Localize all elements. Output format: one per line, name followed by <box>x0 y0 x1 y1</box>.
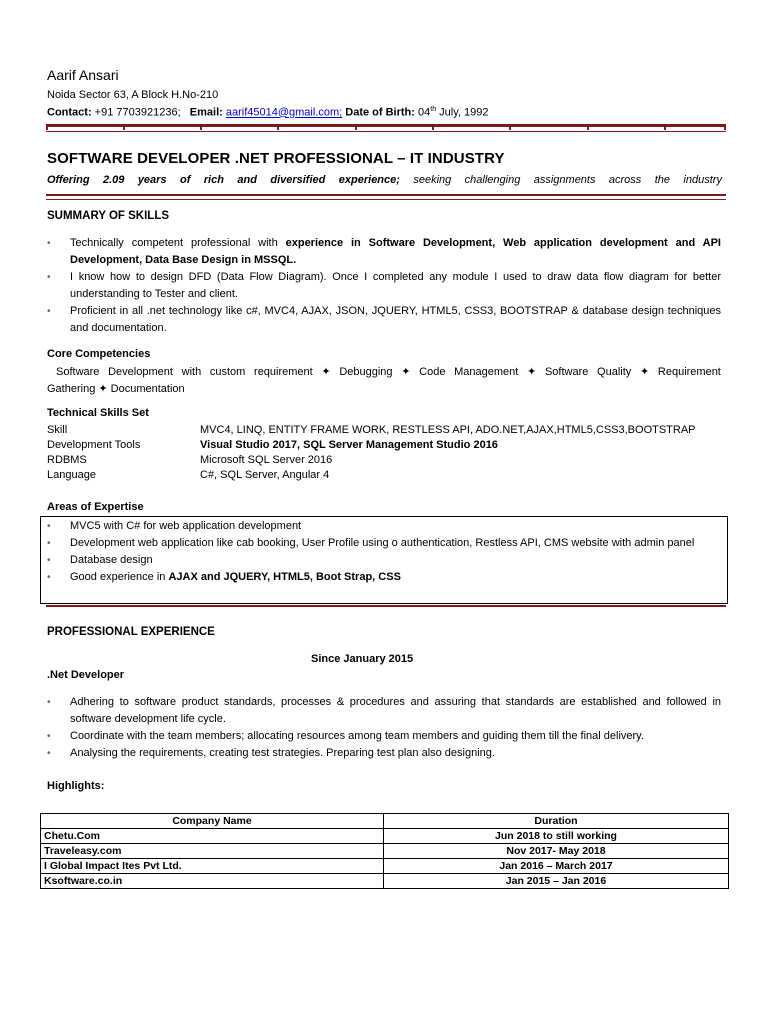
duration-cell: Jan 2015 – Jan 2016 <box>384 874 729 889</box>
table-row <box>41 874 729 889</box>
table-row <box>41 859 729 874</box>
skill-value: MVC4, LINQ, ENTITY FRAME WORK, RESTLESS API, ADO.NET,AJAX,HTML5,CSS3,BOOTSTRAP <box>200 424 696 436</box>
tagline-word: the <box>654 174 671 186</box>
areas-rule <box>46 605 726 607</box>
contact-line <box>47 106 489 119</box>
list-item: • Analysing the requirements, creating test strategies. Preparing test plan also designing. <box>47 745 721 762</box>
tagline-rule <box>46 194 726 196</box>
item-bold-text: experience in Software Development, Web application development and API Development, Data Base Design in MSSQL. <box>70 237 721 266</box>
tagline-word: of <box>179 174 191 186</box>
duration-cell: Jan 2016 – March 2017 <box>384 859 729 874</box>
page-title: SOFTWARE DEVELOPER .NET PROFESSIONAL – IT INDUSTRY <box>47 150 505 167</box>
dob-day: 04 <box>418 106 431 119</box>
core-word: Requirement <box>657 366 721 378</box>
item-text: Development web application like cab booking, User Profile using o authentication, Restless API, CMS website with admin panel <box>70 537 695 549</box>
list-item <box>47 535 721 552</box>
skill-value: C#, SQL Server, Angular 4 <box>200 469 330 481</box>
highlights-label: Highlights: <box>47 780 105 792</box>
tagline-rule-thin <box>46 199 726 200</box>
tagline-word: and <box>237 174 257 186</box>
skill-value: Microsoft SQL Server 2016 <box>200 454 333 466</box>
star-separator-icon: ✦ <box>639 366 650 378</box>
candidate-name: Aarif Ansari <box>47 67 119 83</box>
duration-cell: Jun 2018 to still working <box>384 829 729 844</box>
tagline-word: diversified <box>270 174 326 186</box>
tagline <box>47 174 722 186</box>
core-word: with <box>181 366 202 378</box>
skill-key: RDBMS <box>47 454 87 466</box>
company-cell: I Global Impact Ites Pvt Ltd. <box>41 859 384 874</box>
core-word: Debugging <box>339 366 393 378</box>
list-item <box>47 269 721 303</box>
role-title: .Net Developer <box>47 669 125 681</box>
skill-row <box>47 453 696 468</box>
skill-row <box>47 468 696 483</box>
item-text: MVC5 with C# for web application development <box>70 520 302 532</box>
list-item <box>47 569 721 586</box>
tagline-word: rich <box>203 174 224 186</box>
core-competencies <box>47 364 721 398</box>
core-word: Quality <box>597 366 632 378</box>
item-bold-text: AJAX and JQUERY, HTML5, Boot Strap, CSS <box>168 571 401 583</box>
header-rule-ticks <box>46 124 726 130</box>
dob-label: Date of Birth: <box>345 106 415 119</box>
item-text: Database design <box>70 554 153 566</box>
table-row <box>41 829 729 844</box>
list-item: • Adhering to software product standards, processes & procedures and assuring that standards are established and followed in software development life cycle. <box>47 694 721 728</box>
tagline-word: assignments <box>533 174 596 186</box>
tagline-word: industry <box>683 174 722 186</box>
address: Noida Sector 63, A Block H.No-210 <box>47 89 219 101</box>
list-item <box>47 552 721 569</box>
star-separator-icon: ✦ <box>527 366 537 378</box>
core-word: Code <box>419 366 446 378</box>
list-item <box>47 518 721 535</box>
item-text: Technically competent professional with <box>70 237 286 249</box>
col-company: Company Name <box>41 814 384 829</box>
company-cell: Traveleasy.com <box>41 844 384 859</box>
core-heading: Core Competencies <box>47 348 151 360</box>
core-word: Management <box>454 366 519 378</box>
header-rule-thin <box>46 131 726 132</box>
table-header-row <box>41 814 729 829</box>
item-text: I know how to design DFD (Data Flow Diagram). Once I completed any module I used to draw data flow diagram for better understanding to Tester and client. <box>70 271 721 300</box>
core-word: Development <box>108 366 173 378</box>
core-word: custom <box>209 366 246 378</box>
star-separator-icon: ✦ <box>321 366 331 378</box>
experience-heading: PROFESSIONAL EXPERIENCE <box>47 626 215 638</box>
core-line-1 <box>56 364 721 381</box>
contact-label: Contact: <box>47 106 92 119</box>
company-table <box>40 813 729 889</box>
experience-list <box>47 694 721 762</box>
skill-row <box>47 438 696 453</box>
phone: +91 7703921236; <box>94 106 181 119</box>
item-text: Proficient in all .net technology like c#, MVC4, AJAX, JSON, JQUERY, HTML5, CSS3, BOOTSTRAP & database design techniques and documentation. <box>70 305 721 334</box>
duration-cell: Nov 2017- May 2018 <box>384 844 729 859</box>
core-word: Software <box>544 366 589 378</box>
technical-skills-table <box>47 423 696 483</box>
dob-suffix: th <box>430 106 437 113</box>
skill-value: Visual Studio 2017, SQL Server Management Studio 2016 <box>200 439 498 451</box>
tagline-word: 2.09 <box>102 174 125 186</box>
table-row <box>41 844 729 859</box>
core-word: requirement <box>254 366 313 378</box>
company-cell: Chetu.Com <box>41 829 384 844</box>
core-line-2: Gathering ✦ Documentation <box>47 383 185 395</box>
email-label: Email: <box>189 106 223 119</box>
summary-list <box>47 235 721 337</box>
tagline-word: years <box>137 174 167 186</box>
technical-heading: Technical Skills Set <box>47 407 149 419</box>
item-text: Good experience in <box>70 571 169 583</box>
list-item <box>47 303 721 337</box>
skill-key: Skill <box>47 424 68 436</box>
tagline-word: across <box>608 174 642 186</box>
areas-list <box>47 518 721 586</box>
skill-key: Language <box>47 469 96 481</box>
star-separator-icon: ✦ <box>401 366 411 378</box>
list-item <box>47 235 721 269</box>
skill-row <box>47 423 696 438</box>
tagline-word: experience; <box>338 174 400 186</box>
email-link[interactable]: aarif45014@gmail.com; <box>225 106 343 119</box>
summary-heading: SUMMARY OF SKILLS <box>47 210 170 222</box>
areas-heading: Areas of Expertise <box>47 501 144 513</box>
company-cell: Ksoftware.co.in <box>41 874 384 889</box>
tagline-word: Offering <box>47 174 90 186</box>
tagline-word: challenging <box>464 174 521 186</box>
list-item: • Coordinate with the team members; allocating resources among team members and guiding them till the final delivery. <box>47 728 721 745</box>
since-date: Since January 2015 <box>311 653 414 665</box>
tagline-word: seeking <box>413 174 452 186</box>
core-word: Software <box>56 366 100 378</box>
areas-box <box>40 516 728 604</box>
dob-rest: July, 1992 <box>439 106 489 119</box>
col-duration: Duration <box>384 814 729 829</box>
skill-key: Development Tools <box>47 439 141 451</box>
